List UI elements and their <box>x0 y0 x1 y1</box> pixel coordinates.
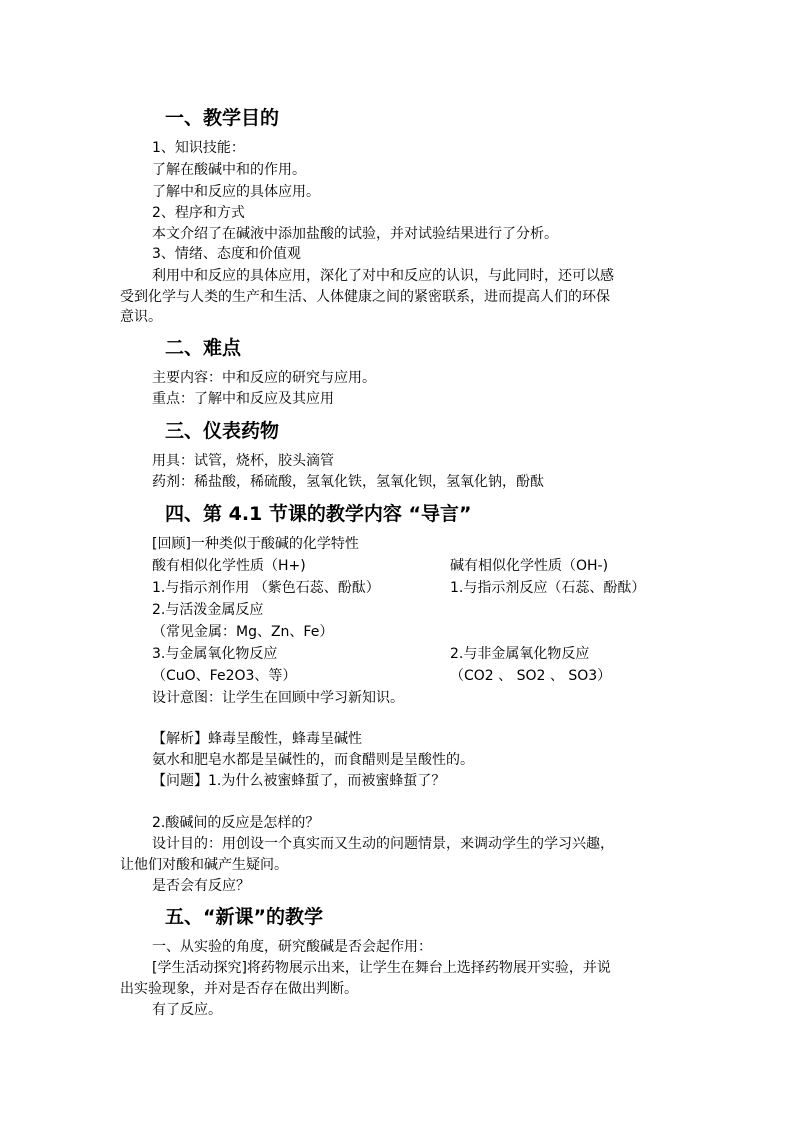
design-purpose-line-2: 让他们对酸和碱产生疑问。 <box>120 857 288 873</box>
main-content: 主要内容：中和反应的研究与应用。 <box>152 370 376 386</box>
analysis-text: 【解析】蜂毒呈酸性，蜂毒呈碱性 <box>152 731 362 747</box>
acid-property-3: 3.与金属氧化物反应 <box>152 646 278 662</box>
reagents-list: 药剂：稀盐酸，稀硫酸，氢氧化铁，氢氧化钡，氢氧化钠，酚酞 <box>152 474 544 490</box>
process-label: 2、程序和方式 <box>152 205 245 221</box>
base-property-2-note: （CO2 、 SO2 、 SO3） <box>450 668 612 684</box>
acid-property-1: 1.与指示剂作用 （紫色石蕊、酚酞） <box>152 580 380 596</box>
key-point: 重点：了解中和反应及其应用 <box>152 391 334 407</box>
activity-line-1: [学生活动探究]将药物展示出来，让学生在舞台上选择药物展开实验，并说 <box>152 960 611 976</box>
analysis-text-2: 氨水和肥皂水都是呈碱性的，而食醋则是呈酸性的。 <box>152 752 474 768</box>
design-purpose-line-1: 设计目的：用创设一个真实而又生动的问题情景，来调动学生的学习兴趣， <box>152 836 614 852</box>
emotion-text-line-2: 受到化学与人类的生产和生活、人体健康之间的紧密联系，进而提高人们的环保 <box>120 289 610 305</box>
tools-list: 用具：试管，烧杯，胶头滴管 <box>152 453 334 469</box>
result-text: 有了反应。 <box>152 1002 222 1018</box>
base-property-2: 2.与非金属氧化物反应 <box>450 646 590 662</box>
acid-property-2: 2.与活泼金属反应 <box>152 602 264 618</box>
base-property-1: 1.与指示剂反应（石蕊、酚酞） <box>450 580 646 596</box>
section-heading-difficulties: 二、难点 <box>165 337 242 359</box>
section-heading-objectives: 一、教学目的 <box>165 107 280 129</box>
knowledge-item-2: 了解中和反应的具体应用。 <box>152 184 320 200</box>
section-heading-materials: 三、仪表药物 <box>165 420 280 442</box>
reaction-question: 是否会有反应？ <box>152 878 250 894</box>
base-properties-title: 碱有相似化学性质（OH-) <box>450 558 609 574</box>
process-text: 本文介绍了在碱液中添加盐酸的试验，并对试验结果进行了分析。 <box>152 226 558 242</box>
acid-property-3-note: （CuO、Fe2O3、等） <box>152 668 297 684</box>
section-heading-new-lesson: 五、“新课”的教学 <box>165 906 323 928</box>
acid-properties-title: 酸有相似化学性质（H+) <box>152 558 306 574</box>
emotion-label: 3、情绪、态度和价值观 <box>152 246 301 262</box>
question-1: 【问题】1.为什么被蜜蜂蜇了，而被蜜蜂蜇了？ <box>152 773 446 789</box>
knowledge-item-1: 了解在酸碱中和的作用。 <box>152 162 306 178</box>
part-1-title: 一、从实验的角度，研究酸碱是否会起作用： <box>152 939 432 955</box>
knowledge-label: 1、知识技能： <box>152 140 245 156</box>
design-intent: 设计意图：让学生在回顾中学习新知识。 <box>152 690 404 706</box>
review-title: [回顾]一种类似于酸碱的化学特性 <box>152 536 359 552</box>
acid-property-2-note: （常见金属：Mg、Zn、Fe） <box>152 624 334 640</box>
section-heading-introduction: 四、第 4.1 节课的教学内容 “导言” <box>165 503 472 525</box>
question-2: 2.酸碱间的反应是怎样的？ <box>152 815 320 831</box>
emotion-text-line-3: 意识。 <box>120 309 162 325</box>
emotion-text-line-1: 利用中和反应的具体应用，深化了对中和反应的认识，与此同时，还可以感 <box>152 268 614 284</box>
activity-line-2: 出实验现象，并对是否存在做出判断。 <box>120 981 358 997</box>
